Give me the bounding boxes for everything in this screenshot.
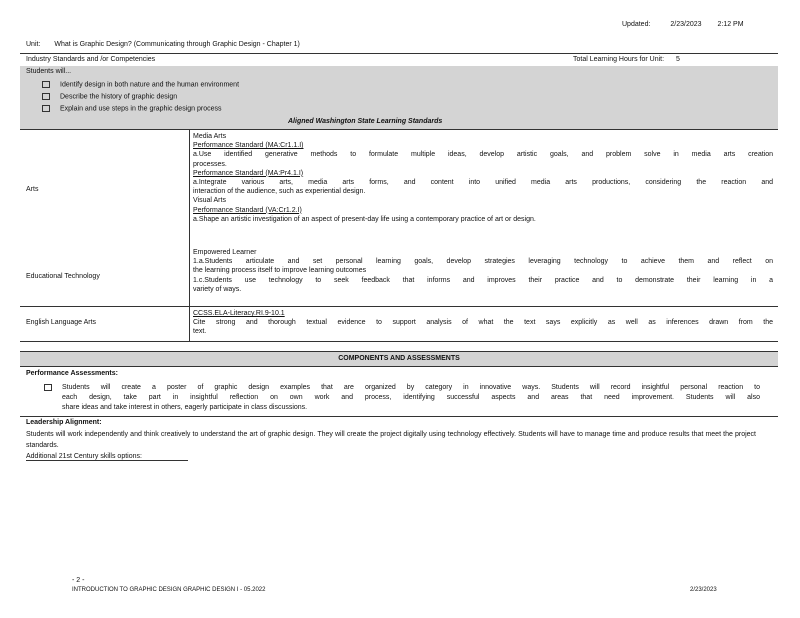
leadership-text: Students will work independently and think creatively to understand the art of graphic design. They will create the project digitally using technology effectively. Students will have to manage time and produce results that meet the project standards. (26, 431, 756, 449)
bullet-box-icon (42, 81, 50, 88)
page-number: - 2 - (72, 577, 85, 584)
components-heading: COMPONENTS AND ASSESSMENTS (338, 355, 460, 362)
objective-item: Identify design in both nature and the human environment (42, 81, 239, 88)
course-footer: INTRODUCTION TO GRAPHIC DESIGN GRAPHIC DESIGN I - 05.2022 (72, 587, 266, 593)
divider (20, 53, 778, 54)
unit-row (26, 41, 300, 48)
students-will-box (20, 66, 778, 129)
edtech-label: Educational Technology (26, 273, 100, 280)
divider (20, 129, 778, 130)
components-heading-bar (20, 352, 778, 366)
bullet-box-icon (44, 384, 52, 391)
footer-date: 2/23/2023 (690, 587, 717, 593)
arts-label: Arts (26, 186, 39, 193)
industry-label: Industry Standards and /or Competencies (26, 56, 156, 63)
unit-title: What is Graphic Design? (Communicating through Graphic Design - Chapter 1) (54, 41, 300, 48)
objective-item: Describe the history of graphic design (42, 93, 177, 100)
arts-standards: Media Arts Performance Standard (MA:Cr1.1.I) a.Use identified generative methods to formulate multiple ideas, develop artistic goals, and problem solve in media arts creation processes. Performance Standard (MA:Pr4.1.I) a.Integrate various arts, media arts forms, and content into unified media arts productions, considering the reaction and interaction of the audience, such as experiential design. Visual Arts Performance Standard (VA:Cr1.2.I) a.Shape an artistic investigation of an aspect of present-day life using a contemporary practice of art or design. (193, 133, 773, 223)
bullet-box-icon (42, 105, 50, 112)
leadership-label: Leadership Alignment: (26, 419, 102, 426)
updated-label: Updated: (622, 21, 651, 28)
divider (20, 366, 778, 367)
column-divider (189, 129, 190, 342)
divider (20, 306, 778, 307)
divider (20, 416, 778, 417)
additional-skills: Additional 21st Century skills options: (26, 453, 188, 461)
aligned-standards-heading: Aligned Washington State Learning Standards (288, 118, 443, 125)
updated-date: 2/23/2023 (670, 21, 702, 28)
total-hours-label: Total Learning Hours for Unit: (573, 56, 665, 63)
ela-label: English Language Arts (26, 319, 97, 326)
updated-time: 2:12 PM (717, 21, 744, 28)
total-hours (573, 56, 680, 63)
objective-item: Explain and use steps in the graphic design process (42, 105, 222, 112)
divider (20, 341, 778, 342)
updated-stamp (622, 21, 744, 28)
performance-label: Performance Assessments: (26, 370, 118, 377)
performance-text: Students will create a poster of graphic design examples that are organized by category in innovative ways. Students will record insightful personal reaction to each design, take part in insightful reflection on own work and process, identifying successful aspects and areas that need improvement. Students will also share ideas and take interest in others, eagerly participate in class discussions. (44, 383, 760, 413)
bullet-box-icon (42, 93, 50, 100)
unit-label: Unit: (26, 41, 41, 48)
ela-standards: CCSS.ELA-Literacy.RI.9-10.1 Cite strong and thorough textual evidence to support analysis of what the text says explicitly as well as inferences drawn from the text. (193, 310, 773, 336)
edtech-standards: Empowered Learner 1.a.Students articulate and set personal learning goals, develop strategies leveraging technology to achieve them and reflect on the learning process itself to improve learning outcomes 1.c.Students use technology to seek feedback that informs and improves their practice and to demonstrate their learning in a variety of ways. (193, 249, 773, 293)
students-will-label: Students will... (26, 68, 72, 75)
total-hours-value: 5 (676, 56, 680, 63)
